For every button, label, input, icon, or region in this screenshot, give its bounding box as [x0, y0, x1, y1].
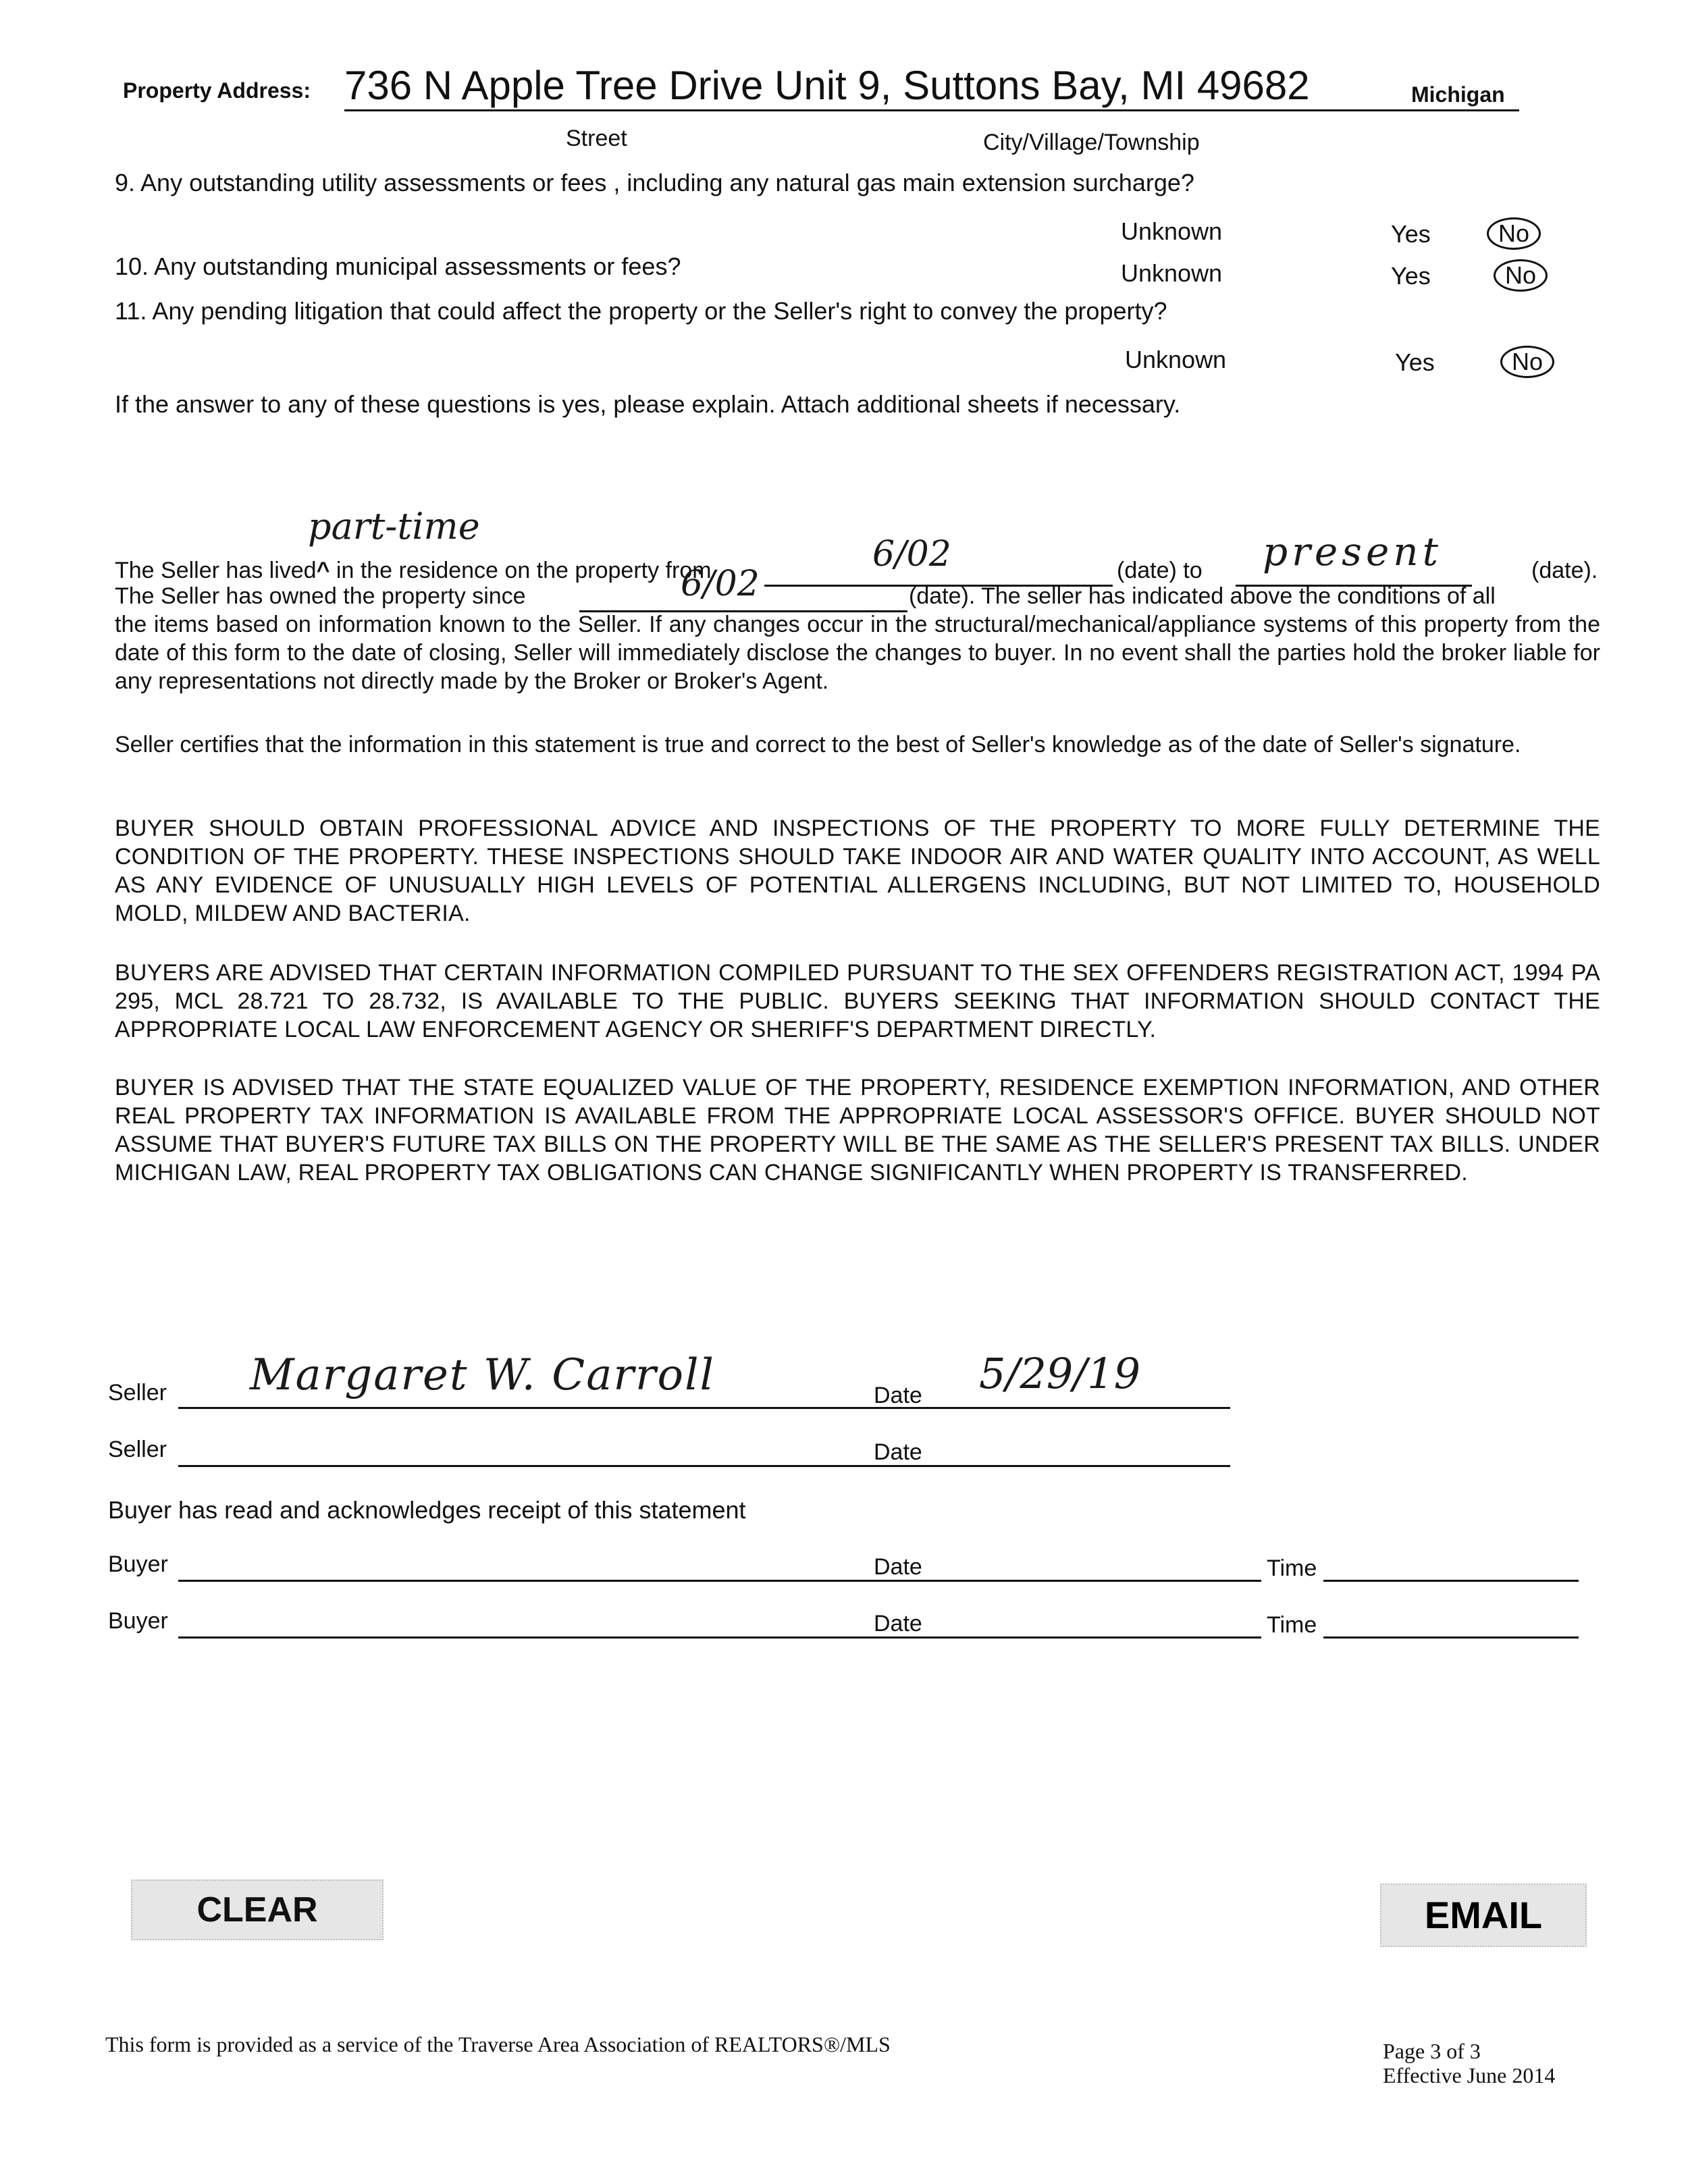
seller-1-signature: Margaret W. Carroll — [250, 1350, 715, 1400]
email-button[interactable]: EMAIL — [1380, 1884, 1587, 1947]
buyer-1-date-label: Date — [874, 1554, 922, 1580]
explain-note: If the answer to any of these questions is yes, please explain. Attach additional sheets if necessary. — [115, 390, 1181, 418]
buyer-2-date-label: Date — [874, 1611, 922, 1636]
owned-since-field[interactable] — [579, 564, 907, 612]
buyer-acknowledgement: Buyer has read and acknowledges receipt of this statement — [108, 1496, 746, 1524]
buyer-1-signature-line[interactable] — [178, 1580, 934, 1582]
lived-prefix: The Seller has lived — [115, 558, 317, 583]
q10-unknown-option[interactable]: Unknown — [1121, 259, 1223, 287]
buyer-2-signature-line[interactable] — [178, 1636, 934, 1639]
q9-yes-option[interactable]: Yes — [1391, 220, 1431, 248]
question-10: 10. Any outstanding municipal assessments or fees? — [115, 252, 681, 280]
clear-button[interactable]: CLEAR — [131, 1880, 384, 1940]
property-address-value: 736 N Apple Tree Drive Unit 9, Suttons Bay, MI 49682 — [344, 63, 1310, 108]
buyer-1-time-line[interactable] — [1323, 1580, 1579, 1582]
seller-1-row — [108, 1349, 1593, 1418]
q11-yes-option[interactable]: Yes — [1395, 348, 1435, 376]
notice-tax: BUYER IS ADVISED THAT THE STATE EQUALIZED VALUE OF THE PROPERTY, RESIDENCE EXEMPTION INFORMATION, AND OTHER REAL PROPERTY TAX INFORMATION IS AVAILABLE FROM THE APPROPRIATE LOCAL ASSESSOR'S OFFICE. BUYER SHOULD NOT ASSUME THAT BUYER'S FUTURE TAX BILLS ON THE PROPERTY WILL BE THE SAME AS THE SELLER'S PRESENT TAX BILLS. UNDER MICHIGAN LAW, REAL PROPERTY TAX OBLIGATIONS CAN CHANGE SIGNIFICANTLY WHEN PROPERTY IS TRANSFERRED. — [115, 1075, 1600, 1186]
seller-1-signature-line[interactable] — [178, 1407, 937, 1409]
buyer-1-date-line[interactable] — [928, 1580, 1261, 1582]
owned-since-value: 6/02 — [681, 564, 760, 604]
property-address-label: Property Address: — [123, 78, 311, 103]
owned-prefix: The Seller has owned the property since — [115, 583, 526, 609]
buyer-1-row — [108, 1542, 1593, 1589]
lived-mid: in the residence on the property from — [336, 558, 712, 583]
footer-effective-date: Effective June 2014 — [1383, 2063, 1556, 2087]
lived-to-value: present — [1263, 529, 1442, 575]
q11-unknown-option[interactable]: Unknown — [1125, 346, 1227, 373]
lived-date-word: (date) to — [1117, 558, 1203, 583]
seller-2-row — [108, 1424, 1593, 1472]
handwritten-part-time: part-time — [308, 505, 480, 548]
property-address-row — [123, 62, 1527, 116]
question-9: 9. Any outstanding utility assessments or fees , including any natural gas main extension surcharge? — [115, 169, 1194, 196]
buyer-2-row — [108, 1599, 1593, 1646]
footer-service-note: This form is provided as a service of the Traverse Area Association of REALTORS®/MLS — [105, 2032, 891, 2056]
seller-1-label: Seller — [108, 1380, 167, 1406]
property-state: Michigan — [1406, 82, 1505, 107]
buyer-1-label: Buyer — [108, 1551, 168, 1577]
notice-sex-offenders: BUYERS ARE ADVISED THAT CERTAIN INFORMATION COMPILED PURSUANT TO THE SEX OFFENDERS REGISTRATION ACT, 1994 PA 295, MCL 28.721 TO 28.732, IS AVAILABLE TO THE PUBLIC. BUYERS SEEKING THAT INFORMATION SHOULD CONTACT THE APPROPRIATE LOCAL LAW ENFORCEMENT AGENCY OR SHERIFF'S DEPARTMENT DIRECTLY. — [115, 960, 1600, 1042]
seller-2-date-line[interactable] — [928, 1465, 1230, 1467]
seller-2-date-label: Date — [874, 1439, 922, 1465]
seller-2-label: Seller — [108, 1437, 167, 1462]
question-11-options — [1125, 346, 1584, 383]
q10-no-option-circled[interactable]: No — [1494, 259, 1548, 292]
question-9-options — [1121, 217, 1580, 251]
lived-to-field[interactable] — [1236, 529, 1472, 587]
caret-icon: ^ — [316, 558, 330, 583]
question-11: 11. Any pending litigation that could affect the property or the Seller's right to convey the property? — [115, 297, 1167, 325]
seller-1-date: 5/29/19 — [979, 1349, 1141, 1398]
street-caption: Street — [566, 126, 627, 151]
lived-from-value: 6/02 — [872, 534, 951, 575]
q9-no-option-circled[interactable]: No — [1487, 217, 1541, 250]
buyer-1-time-label: Time — [1267, 1555, 1317, 1581]
seller-1-date-line[interactable] — [928, 1407, 1230, 1409]
seller-2-signature-line[interactable] — [178, 1465, 937, 1467]
certify-statement: Seller certifies that the information in this statement is true and correct to the best of Seller's knowledge as of the date of Seller's signature. — [115, 732, 1521, 757]
question-10-options — [1121, 259, 1580, 293]
lived-date-end: (date). — [1531, 558, 1598, 583]
seller-1-date-label: Date — [874, 1383, 922, 1408]
property-address-field[interactable] — [344, 62, 1519, 111]
buyer-2-date-line[interactable] — [928, 1636, 1261, 1639]
q9-unknown-option[interactable]: Unknown — [1121, 217, 1223, 245]
footer-page-number: Page 3 of 3 — [1383, 2039, 1481, 2063]
residence-paragraph — [115, 529, 1600, 705]
residence-rest: the items based on information known to the Seller. If any changes occur in the structural/mechanical/appliance systems of this property from the date of this form to the date of closing, Seller will immediately disclose the changes to buyer. In no event shall the parties hold the broker liable for any representations not directly made by the Broker or Broker's Agent. — [115, 612, 1600, 694]
city-caption: City/Village/Township — [983, 130, 1200, 155]
buyer-2-time-label: Time — [1267, 1612, 1317, 1638]
buyer-2-label: Buyer — [108, 1608, 168, 1634]
owned-suffix: (date). The seller has indicated above the conditions of all — [909, 583, 1496, 609]
q10-yes-option[interactable]: Yes — [1391, 262, 1431, 290]
q11-no-option-circled[interactable]: No — [1500, 346, 1554, 378]
notice-inspections: BUYER SHOULD OBTAIN PROFESSIONAL ADVICE AND INSPECTIONS OF THE PROPERTY TO MORE FULLY DETERMINE THE CONDITION OF THE PROPERTY. THESE INSPECTIONS SHOULD TAKE INDOOR AIR AND WATER QUALITY INTO ACCOUNT, AS WELL AS ANY EVIDENCE OF UNUSUALLY HIGH LEVELS OF POTENTIAL ALLERGENS INCLUDING, BUT NOT LIMITED TO, HOUSEHOLD MOLD, MILDEW AND BACTERIA. — [115, 816, 1600, 926]
buyer-2-time-line[interactable] — [1323, 1636, 1579, 1639]
